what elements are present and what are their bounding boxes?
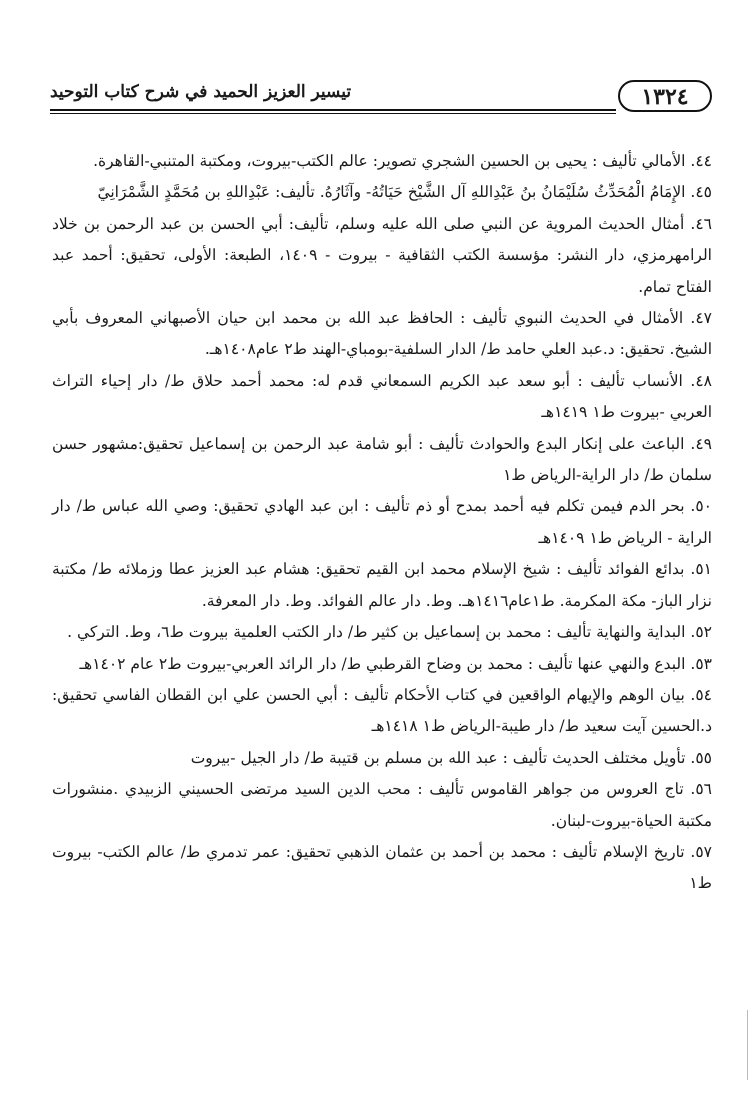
reference-text: البدع والنهي عنها تأليف : محمد بن وضاح القرطبي ط/ دار الرائد العربي-بيروت ط٢ عام ١٤٠٢هـ [79, 654, 686, 673]
reference-number: ٤٧. [690, 309, 712, 328]
reference-number: ٥٧. [690, 842, 712, 861]
reference-text: الأمالي تأليف : يحيى بن الحسين الشجري تصوير: عالم الكتب-بيروت، ومكتبة المتنبي-القاهرة. [93, 152, 686, 170]
reference-number: ٤٦. [690, 214, 712, 233]
reference-item [52, 146, 712, 177]
reference-number: ٤٨. [690, 371, 712, 390]
page-number: ١٣٢٤ [618, 80, 712, 112]
reference-item [52, 774, 712, 837]
reference-item [52, 303, 712, 366]
reference-number: ٤٥. [690, 183, 712, 202]
book-title: تيسير العزيز الحميد في شرح كتاب التوحيد [50, 82, 352, 102]
reference-text: الأمثال في الحديث النبوي تأليف : الحافظ عبد الله بن محمد ابن حيان الأصبهاني المعروف بأبي الشيخ. تحقيق: د.عبد العلي حامد ط/ الدار السلفية-بومباي-الهند ط٢ عام١٤٠٨هـ. [52, 309, 712, 359]
reference-number: ٤٩. [690, 434, 712, 453]
reference-text: تاريخ الإسلام تأليف : محمد بن أحمد بن عثمان الذهبي تحقيق: عمر تدمري ط/ عالم الكتب- بيروت ط١ [52, 842, 712, 893]
reference-text: الإِمَامُ الْمُحَدِّثُ سُلَيْمَانُ بنُ عَبْدِاللهِ آل الشَّيْخ حَيَاتُهُ- وآثَارُهُ. تأليف: عَبْدِاللهِ بن مُحَمَّدٍ الشَّمْرَانِيّ [97, 183, 686, 202]
reference-text: أمثال الحديث المروية عن النبي صلى الله عليه وسلم، تأليف: أبي الحسن بن عبد الرحمن بن خلاد الرامهرمزي، دار النشر: مؤسسة الكتب الثقافية - بيروت - ١٤٠٩، الطبعة: الأولى، تحقيق: أحمد عبد الفتاح تمام. [52, 214, 712, 296]
header-rule-thick [50, 109, 616, 111]
reference-text: الأنساب تأليف : أبو سعد عبد الكريم السمعاني قدم له: محمد أحمد حلاق ط/ دار إحياء التراث العربي -بيروت ط١ ١٤١٩هـ [52, 371, 712, 422]
reference-number: ٤٤. [690, 152, 712, 170]
reference-number: ٥٢. [690, 623, 712, 642]
reference-item [52, 680, 712, 743]
reference-item [52, 649, 712, 680]
reference-text: بيان الوهم والإيهام الواقعين في كتاب الأحكام تأليف : أبي الحسن علي ابن القطان الفاسي تحقيق: د.الحسين آيت سعيد ط/ دار طيبة-الرياض ط١ ١٤١٨هـ [52, 685, 712, 736]
reference-number: ٥٠. [690, 497, 712, 516]
reference-text: البداية والنهاية تأليف : محمد بن إسماعيل بن كثير ط/ دار الكتب العلمية بيروت ط٦، وط. التركي . [67, 623, 686, 642]
reference-item [52, 837, 712, 900]
reference-number: ٥٥. [690, 748, 712, 767]
reference-text: الباعث على إنكار البدع والحوادث تأليف : أبو شامة عبد الرحمن بن إسماعيل تحقيق:مشهور حسن سلمان ط/ دار الراية-الرياض ط١ [52, 434, 712, 485]
scan-edge-line [746, 1010, 748, 1080]
reference-text: بدائع الفوائد تأليف : شيخ الإسلام محمد ابن القيم تحقيق: هشام عبد العزيز عطا وزملائه ط/ مكتبة نزار الباز- مكة المكرمة. ط١عام١٤١٦هـ. وط. دار عالم الفوائد. وط. دار المعرفة. [52, 560, 712, 610]
header-rule-thin [50, 113, 616, 114]
reference-number: ٥٣. [690, 654, 712, 673]
reference-item [52, 209, 712, 303]
reference-item [52, 491, 712, 554]
reference-number: ٥٦. [690, 780, 712, 799]
reference-number: ٥٤. [690, 685, 712, 704]
reference-item [52, 429, 712, 492]
reference-text: بحر الدم فيمن تكلم فيه أحمد بمدح أو ذم تأليف : ابن عبد الهادي تحقيق: وصي الله عباس ط/ دار الراية - الرياض ط١ ١٤٠٩هـ [52, 497, 712, 547]
reference-item [52, 554, 712, 617]
reference-item [52, 366, 712, 429]
reference-text: تأويل مختلف الحديث تأليف : عبد الله بن مسلم بن قتيبة ط/ دار الجيل -بيروت [190, 748, 686, 767]
reference-text: تاج العروس من جواهر القاموس تأليف : محب الدين السيد مرتضى الحسيني الزبيدي .منشورات مكتبة الحياة-بيروت-لبنان. [52, 780, 712, 830]
references-list [52, 146, 712, 900]
page-header [50, 76, 712, 116]
reference-item [52, 617, 712, 648]
reference-number: ٥١. [690, 560, 712, 579]
reference-item [52, 177, 712, 208]
reference-item [52, 743, 712, 774]
